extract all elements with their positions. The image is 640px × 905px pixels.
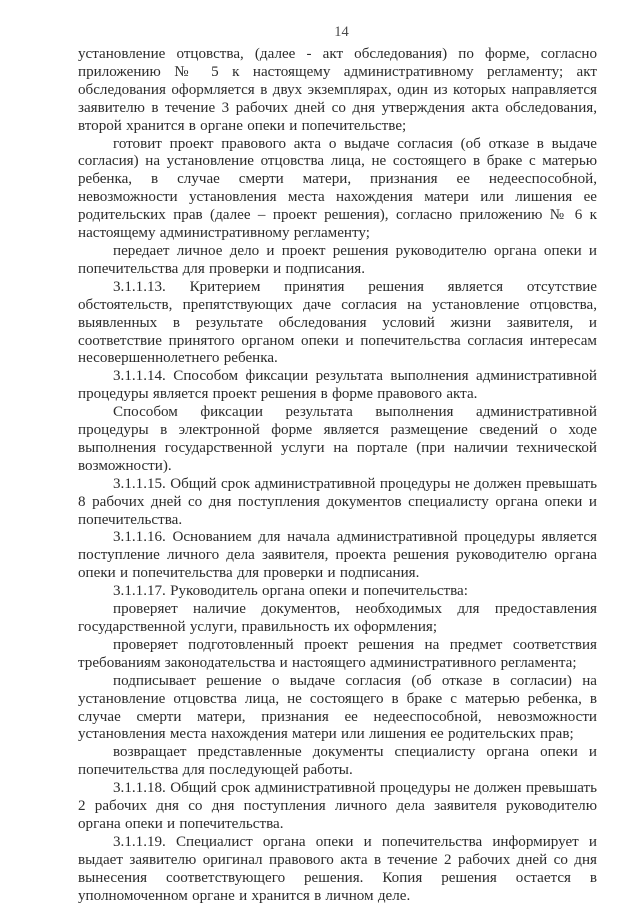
paragraph: готовит проект правового акта о выдаче согласия (об отказе в выдаче согласия) на установление отцовства лица, не состоящего в браке с матерью ребенка, в случае смерти матери, признания ее недееспособной, невозможности установления места нахождения матери или лишения ее родительских прав (далее – проект решения), согласно приложению № 6 к настоящему административному регламенту;: [78, 135, 597, 242]
paragraph: 3.1.1.19. Специалист органа опеки и попечительства информирует и выдает заявителю оригинал правового акта в течение 2 рабочих дней со дня вынесения соответствующего решения. Копия решения остается в уполномоченном органе и хранится в личном деле.: [78, 833, 597, 904]
paragraph: установление отцовства, (далее - акт обследования) по форме, согласно приложению № 5 к настоящему административному регламенту; акт обследования оформляется в двух экземплярах, один из которых направляется заявителю в течение 3 рабочих дней со дня утверждения акта обследования, второй хранится в органе опеки и попечительстве;: [78, 46, 597, 134]
paragraph: Способом фиксации результата выполнения административной процедуры в электронной форме является размещение сведений о ходе выполнения государственной услуги на портале (при наличии технической возможности).: [78, 404, 597, 474]
paragraph: возвращает представленные документы специалисту органа опеки и попечительства для последующей работы.: [78, 744, 597, 779]
paragraph: подписывает решение о выдаче согласия (об отказе в согласии) на установление отцовства лица, не состоящего в браке с матерью ребенка, в случае смерти матери, признания ее недееспособной, невозможности установления места нахождения матери или лишения ее родительских прав;: [78, 672, 597, 743]
page-number: 14: [334, 24, 349, 40]
paragraph: 3.1.1.15. Общий срок административной процедуры не должен превышать 8 рабочих дней со дня поступления документов специалисту органа опеки и попечительства.: [78, 475, 597, 528]
paragraph: 3.1.1.17. Руководитель органа опеки и попечительства:: [113, 583, 468, 600]
paragraph: 3.1.1.16. Основанием для начала административной процедуры является поступление личного дела заявителя, проекта решения руководителю органа опеки и попечительства для проверки и подписания.: [78, 529, 597, 582]
paragraph: проверяет подготовленный проект решения на предмет соответствия требованиям законодательства и настоящего административного регламента;: [78, 636, 597, 671]
paragraph: проверяет наличие документов, необходимых для предоставления государственной услуги, правильность их оформления;: [78, 601, 597, 635]
paragraph: 3.1.1.13. Критерием принятия решения является отсутствие обстоятельств, препятствующих даче согласия на установление отцовства, выявленных в результате обследования условий жизни заявителя, и соответствие принятого органом опеки и попечительства согласия интересам несовершеннолетнего ребенка.: [78, 278, 597, 367]
paragraph: 3.1.1.18. Общий срок административной процедуры не должен превышать 2 рабочих дня со дня поступления личного дела заявителя руководителю органа опеки и попечительства.: [78, 780, 597, 832]
paragraph: 3.1.1.14. Способом фиксации результата выполнения административной процедуры является проект решения в форме правового акта.: [78, 368, 597, 403]
paragraph: передает личное дело и проект решения руководителю органа опеки и попечительства для проверки и подписания.: [78, 242, 597, 277]
document-body: [78, 46, 597, 905]
